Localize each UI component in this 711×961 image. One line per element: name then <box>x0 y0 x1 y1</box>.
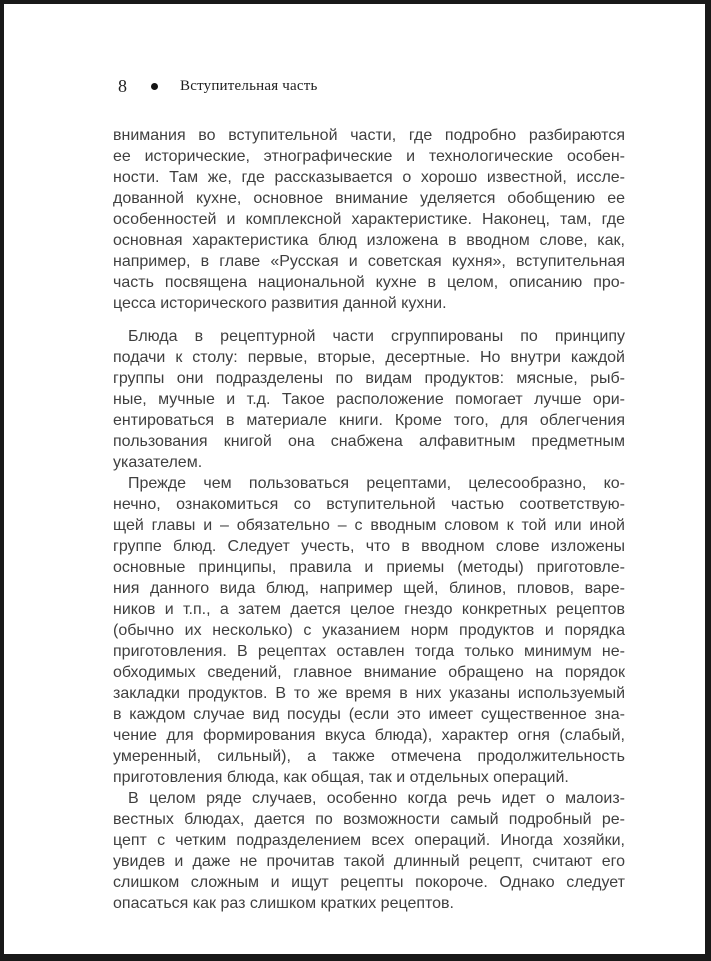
text-line: ные, мучные и т.д. Такое расположение помогает лучше ори- <box>113 391 625 408</box>
paragraph <box>113 788 625 914</box>
text-line: цесса исторического развития данной кухни. <box>113 295 447 312</box>
paragraph <box>113 326 625 473</box>
text-line: основные принципы, правила и приемы (методы) приготовле- <box>113 559 625 576</box>
text-line: основная характеристика блюд изложена в вводном слове, как, <box>113 232 625 249</box>
text-line: группы они подразделены по видам продуктов: мясные, рыб- <box>113 370 625 387</box>
text-line: ния данного вида блюд, например щей, блинов, пловов, варе- <box>113 580 625 597</box>
bullet-separator-icon <box>151 83 158 90</box>
text-line: указателем. <box>113 454 203 471</box>
text-line: нечно, ознакомиться со вступительной частью соответствую- <box>113 496 625 513</box>
text-line: чение для формирования вкуса блюда), характер огня (слабый, <box>113 727 625 744</box>
text-line: приготовления блюда, как общая, так и отдельных операций. <box>113 769 569 786</box>
text-line: ности. Там же, где рассказывается о хорошо известной, иссле- <box>113 169 625 186</box>
text-line: цепт с четким подразделением всех операций. Иногда хозяйки, <box>113 832 625 849</box>
text-line: ников и т.п., а затем дается целое гнездо конкретных рецептов <box>113 601 625 618</box>
page-header <box>118 75 318 97</box>
text-line: пользования книгой она снабжена алфавитным предметным <box>113 433 625 450</box>
text-line: Блюда в рецептурной части сгруппированы по принципу <box>128 328 625 345</box>
text-line: вестных блюдах, дается по возможности самый подробный ре- <box>113 811 625 828</box>
paragraph <box>113 125 625 314</box>
text-line: В целом ряде случаев, особенно когда речь идет о малоиз- <box>128 790 625 807</box>
text-line: приготовления. В рецептах оставлен тогда только минимум не- <box>113 643 625 660</box>
text-line: ентироваться в материале книги. Кроме того, для облегчения <box>113 412 625 429</box>
running-title: Вступительная часть <box>180 78 318 94</box>
text-line: слишком сложным и ищут рецепты покороче. Однако следует <box>113 874 625 891</box>
text-line: часть посвящена национальной кухне в целом, описанию про- <box>113 274 625 291</box>
text-line: опасаться как раз слишком кратких рецептов. <box>113 895 454 912</box>
text-line: например, в главе «Русская и советская кухня», вступительная <box>113 253 625 270</box>
text-line: умеренный, сильный), а также отмечена продолжительность <box>113 748 625 765</box>
text-line: (обычно их несколько) с указанием норм продуктов и порядка <box>113 622 625 639</box>
text-line: группе блюд. Следует учесть, что в вводном слове изложены <box>113 538 625 555</box>
text-line: особенностей и комплексной характеристике. Наконец, там, где <box>113 211 625 228</box>
text-line: подачи к столу: первые, вторые, десертные. Но внутри каждой <box>113 349 625 366</box>
text-line: обходимых сведений, главное внимание обращено на порядок <box>113 664 625 681</box>
text-line: дованной кухне, основное внимание уделяется обобщению ее <box>113 190 625 207</box>
text-line: внимания во вступительной части, где подробно разбираются <box>113 127 625 144</box>
text-line: закладки продуктов. В то же время в них указаны используемый <box>113 685 625 702</box>
text-line: ее исторические, этнографические и технологические особен- <box>113 148 625 165</box>
body-text <box>113 125 625 914</box>
text-line: в каждом случае вид посуды (если это имеет существенное зна- <box>113 706 625 723</box>
text-line: увидев и даже не прочитав такой длинный рецепт, считают его <box>113 853 625 870</box>
paragraph <box>113 473 625 788</box>
text-line: Прежде чем пользоваться рецептами, целесообразно, ко- <box>128 475 625 492</box>
page-number: 8 <box>118 76 127 96</box>
text-line: щей главы и – обязательно – с вводным словом к той или иной <box>113 517 625 534</box>
